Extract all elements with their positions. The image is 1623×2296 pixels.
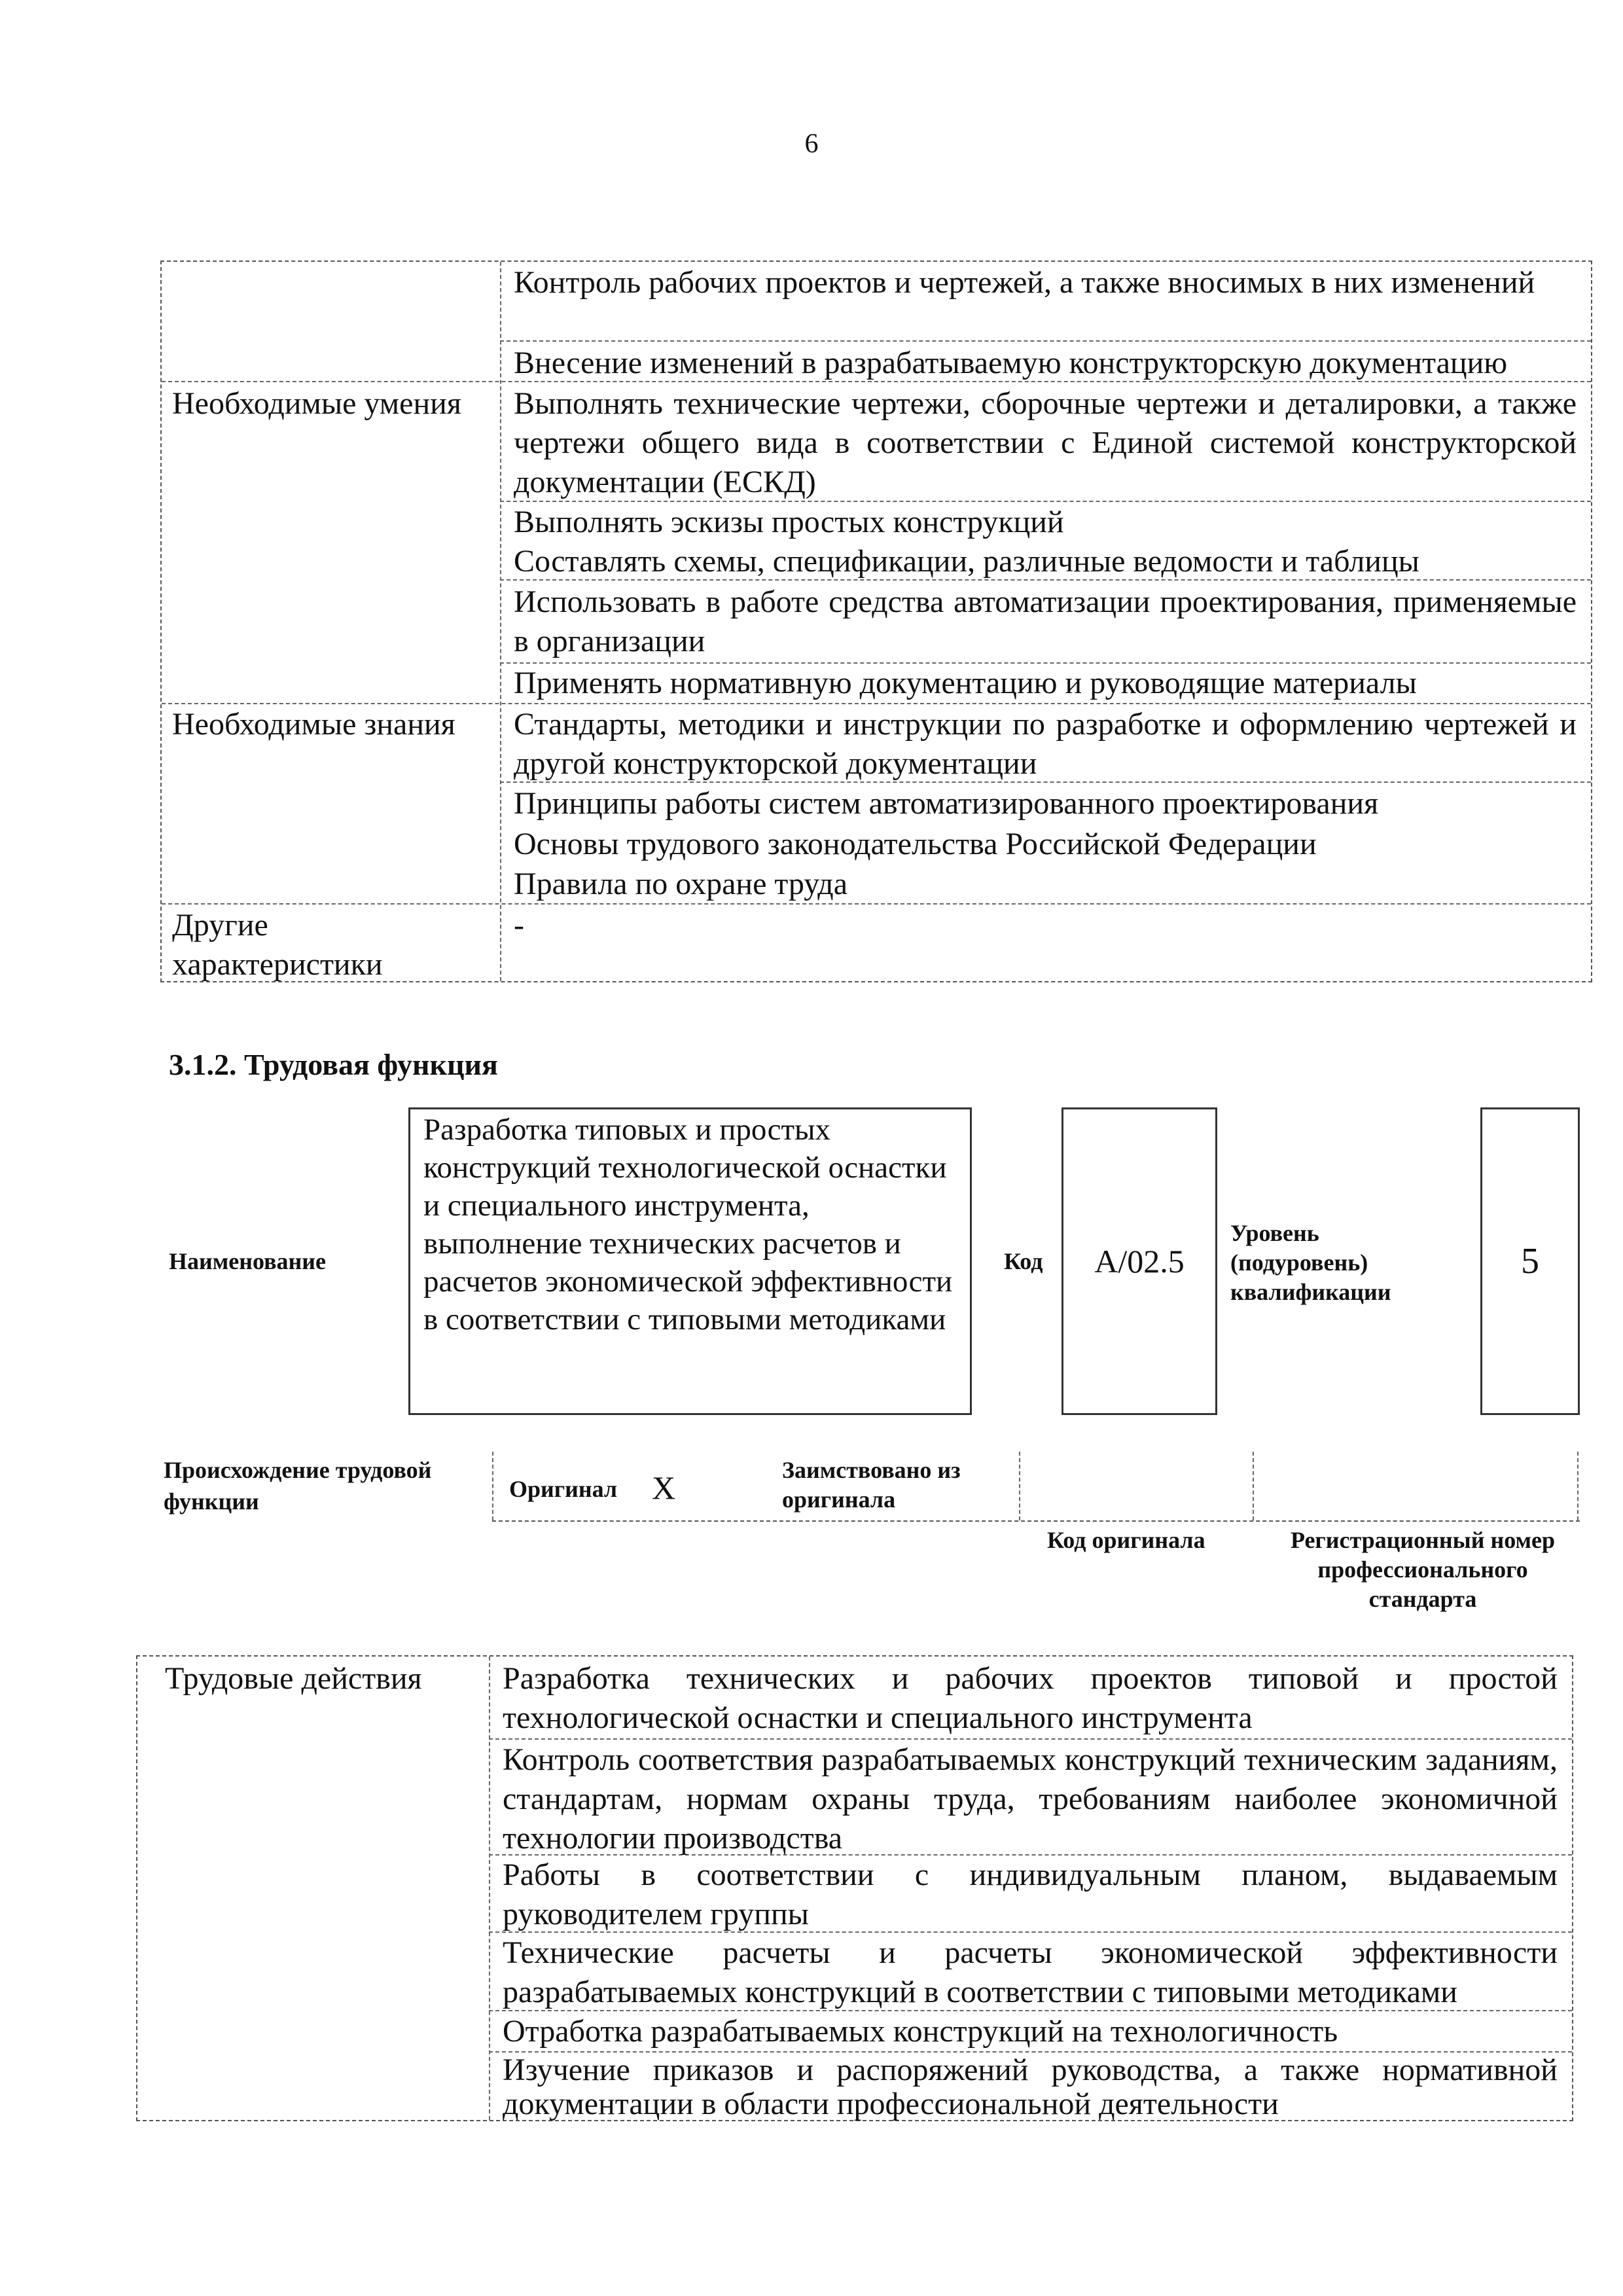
table-cell: Принципы работы систем автоматизированного проектирования [514, 786, 1379, 821]
table-cell: Выполнять эскизы простых конструкций [514, 505, 1064, 539]
table-cell: Внесение изменений в разрабатываемую конструкторскую документацию [514, 346, 1508, 380]
code-label: Код [1004, 1248, 1043, 1274]
section-title: 3.1.2. Трудовая функция [169, 1048, 498, 1081]
row-label-actions: Трудовые действия [165, 1661, 422, 1696]
competency-table [160, 260, 1592, 982]
table-cell: Выполнять технические чертежи, сборочные чертежи и деталировки, а также чертежи общего вида в соответствии с Единой системой конструкторской документации (ЕСКД) [514, 386, 1577, 499]
name-label: Наименование [169, 1248, 326, 1274]
table-cell: Отработка разрабатываемых конструкций на технологичность [503, 2014, 1338, 2049]
row-label-other: Другие характеристики [172, 908, 383, 982]
table-cell: Технические расчеты и расчеты экономической эффективности разрабатываемых конструкций в соответствии с типовыми методиками [503, 1935, 1558, 2009]
table-cell: Разработка технических и рабочих проектов типовой и простой технологической оснастки и специального инструмента [503, 1661, 1558, 1735]
original-mark: X [652, 1469, 676, 1506]
table-cell: - [514, 908, 524, 942]
row-label-skills: Необходимые умения [172, 386, 461, 421]
page-number: 6 [804, 129, 819, 159]
origin-row [492, 1452, 1580, 1522]
function-level-box [1480, 1107, 1580, 1415]
table-cell: Основы трудового законодательства Российской Федерации [514, 827, 1317, 861]
table-cell: Контроль соответствия разрабатываемых конструкций техническим заданиям, стандартам, нормам охраны труда, требованиям наиболее экономичной технологии производства [503, 1742, 1558, 1856]
table-cell: Правила по охране труда [514, 867, 847, 901]
table-cell: Использовать в работе средства автоматизации проектирования, применяемые в организации [514, 584, 1577, 658]
borrowed-label: Заимствовано из оригинала [782, 1457, 961, 1513]
table-cell: Применять нормативную документацию и руководящие материалы [514, 666, 1417, 700]
original-label: Оригинал [509, 1476, 618, 1502]
table-cell: Изучение приказов и распоряжений руководства, а также нормативной документации в области профессиональной деятельности [503, 2053, 1558, 2121]
table-cell: Составлять схемы, спецификации, различные ведомости и таблицы [514, 544, 1419, 579]
table-cell: Стандарты, методики и инструкции по разработке и оформлению чертежей и другой конструкторской документации [514, 707, 1577, 781]
code-original-caption: Код оригинала [1047, 1527, 1205, 1553]
function-code-box [1061, 1107, 1217, 1415]
level-label: Уровень (подуровень) квалификации [1230, 1220, 1391, 1305]
origin-label: Происхождение трудовой функции [164, 1457, 432, 1515]
table-cell: Работы в соответствии с индивидуальным планом, выдаваемым руководителем группы [503, 1857, 1558, 1931]
function-level-value: 5 [1521, 1241, 1539, 1282]
function-name-box: Разработка типовых и простых конструкций технологической оснастки и специального инструмента, выполнение технических расчетов и расчетов экономической эффективности в соответствии с типовыми методиками [408, 1107, 972, 1415]
work-actions-table [136, 1655, 1573, 2121]
reg-number-caption: Регистрационный номер профессионального стандарта [1290, 1527, 1556, 1612]
table-cell: Контроль рабочих проектов и чертежей, а также вносимых в них изменений [514, 265, 1535, 300]
function-code-value: А/02.5 [1094, 1243, 1185, 1280]
row-label-knowledge: Необходимые знания [172, 707, 455, 742]
